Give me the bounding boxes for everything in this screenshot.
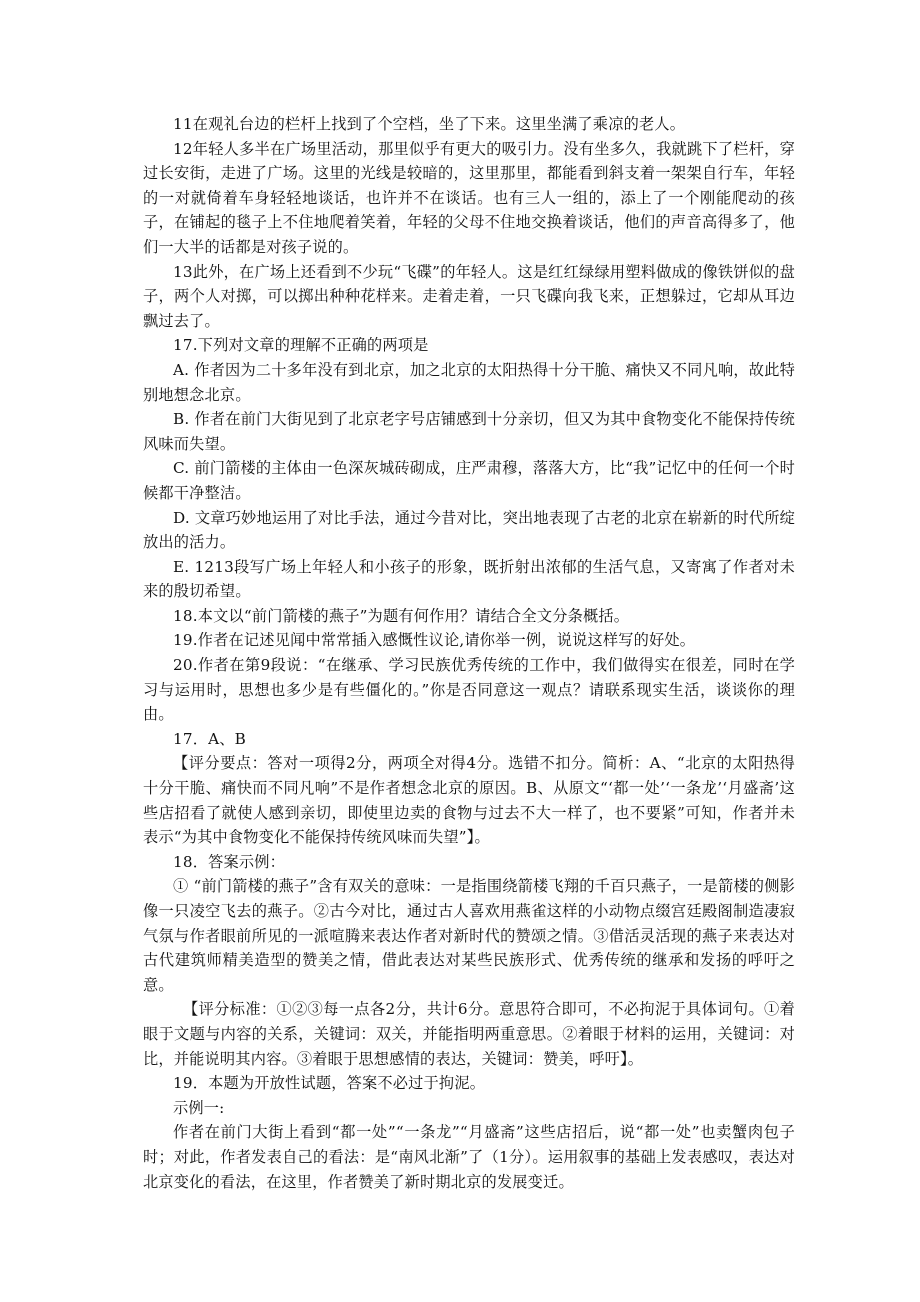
- scoring-18: 【评分标准：①②③每一点各2分，共计6分。意思符合即可，不必拘泥于具体词句。①着眼于文题与内容的关系，关键词：双关，并能指明两重意思。②着眼于材料的运用，关键词：对比，并能说明其内容。③着眼于思想感情的表达，关键词：赞美，呼吁】。: [143, 1000, 795, 1068]
- question-20: 20.作者在第9段说：“在继承、学习民族优秀传统的工作中，我们做得实在很差，同时在学习与运用时，思想也多少是有些僵化的。”你是否同意这一观点？请联系现实生活，谈谈你的理由。: [143, 656, 795, 724]
- option-d: D. 文章巧妙地运用了对比手法，通过今昔对比，突出地表现了古老的北京在崭新的时代所绽放出的活力。: [143, 508, 796, 552]
- answer-17: 17．A、B: [173, 729, 247, 748]
- question-19: 19.作者在记述见闻中常常插入感慨性议论,请你举一例，说说这样写的好处。: [173, 631, 696, 650]
- answer-18-body: ① “前门箭楼的燕子”含有双关的意味：一是指围绕箭楼飞翔的千百只燕子，一是箭楼的侧影像一只凌空飞去的燕子。②古今对比，通过古人喜欢用燕雀这样的小动物点缀宫廷殿阁制造凄寂气氛与作者眼前所见的一派喧腾来表达作者对新时代的赞颂之情。③借活灵活现的燕子来表达对古代建筑师精美造型的赞美之情，借此表达对某些民族形式、优秀传统的继承和发扬的呼吁之意。: [143, 877, 795, 994]
- scoring-17: 【评分要点：答对一项得2分，两项全对得4分。选错不扣分。简析：A、“北京的太阳热得十分干脆、痛快而不同凡响”不是作者想念北京的原因。B、从原文“‘都一处’‘一条龙’‘月盛斋’这些店招看了就使人感到亲切，即使里边卖的食物与过去不大一样了，也不要紧”可知，作者并未表示“为其中食物变化不能保持传统风味而失望”】。: [143, 754, 795, 847]
- answer-19-heading: 19．本题为开放性试题，答案不必过于拘泥。: [173, 1074, 486, 1093]
- document-body: [143, 112, 795, 1194]
- option-a: A. 作者因为二十多年没有到北京，加之北京的太阳热得十分干脆、痛快又不同凡响，故此特别地想念北京。: [143, 360, 795, 404]
- example-1-body: 作者在前门大街上看到“都一处”“一条龙”“月盛斋”这些店招后，说“都一处”也卖蟹肉包子时；对此，作者发表自己的看法：是“南风北渐”了（1分）。运用叙事的基础上发表感叹，表达对北京变化的看法，在这里，作者赞美了新时期北京的发展变迁。: [143, 1123, 795, 1191]
- option-c: C. 前门箭楼的主体由一色深灰城砖砌成，庄严肃穆，落落大方，比“我”记忆中的任何一个时候都干净整洁。: [143, 459, 795, 502]
- paragraph-12: 12年轻人多半在广场里活动，那里似乎有更大的吸引力。没有坐多久，我就跳下了栏杆，穿过长安街，走进了广场。这里的光线是较暗的，这里那里，都能看到斜支着一架架自行车，年轻的一对就倚着车身轻轻地谈话，也许并不在谈话。也有三人一组的，添上了一个刚能爬动的孩子，在铺起的毯子上不住地爬着笑着，年轻的父母不住地交换着谈话，他们的声音高得多了，他们一大半的话都是对孩子说的。: [143, 139, 795, 256]
- answer-18-heading: 18．答案示例：: [173, 852, 286, 871]
- paragraph-13: 13此外，在广场上还看到不少玩“飞碟”的年轻人。这是红红绿绿用塑料做成的像铁饼似的盘子，两个人对掷，可以掷出种种花样来。走着走着，一只飞碟向我飞来，正想躲过，它却从耳边飘过去了。: [143, 262, 795, 330]
- option-b: B. 作者在前门大街见到了北京老字号店铺感到十分亲切，但又为其中食物变化不能保持传统风味而失望。: [143, 410, 795, 453]
- paragraph-11: 11在观礼台边的栏杆上找到了个空档，坐了下来。这里坐满了乘凉的老人。: [173, 115, 686, 133]
- example-1-label: 示例一:: [173, 1098, 225, 1117]
- question-17: 17.下列对文章的理解不正确的两项是: [173, 336, 429, 355]
- question-18: 18.本文以“前门箭楼的燕子”为题有何作用？请结合全文分条概括。: [173, 606, 630, 625]
- option-e: E. 1213段写广场上年轻人和小孩子的形象，既折射出浓郁的生活气息，又寄寓了作者对未来的殷切希望。: [143, 557, 795, 601]
